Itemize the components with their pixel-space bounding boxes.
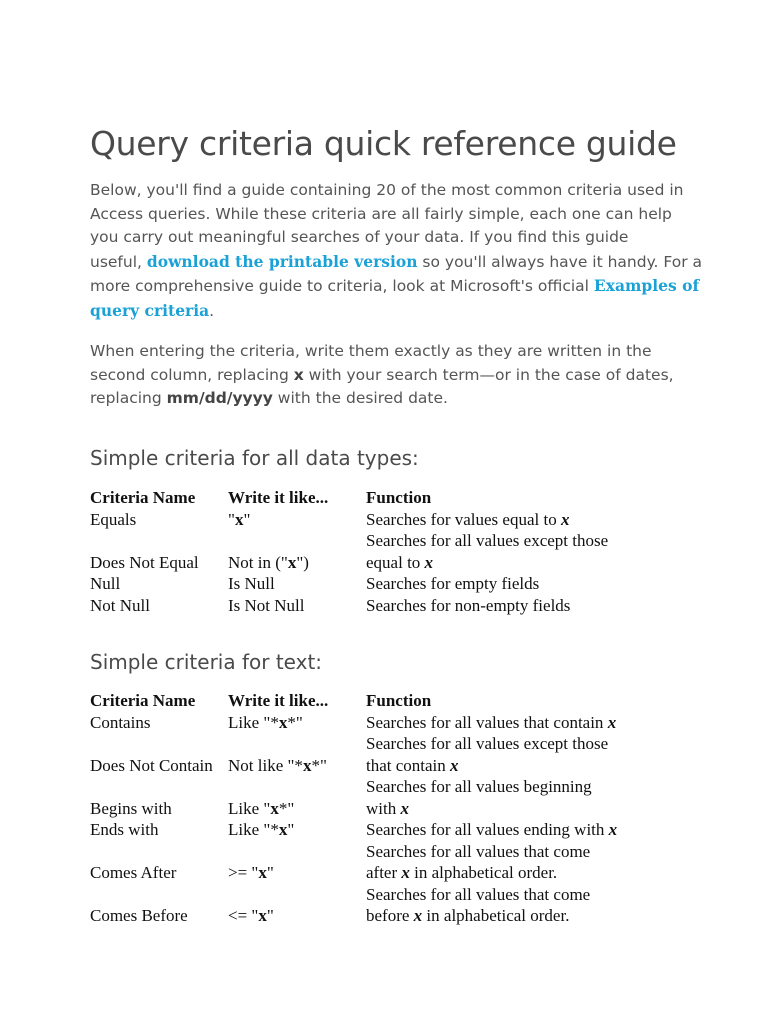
write-it-like-cell — [228, 509, 366, 531]
syntax-text: Like "* — [228, 820, 279, 839]
syntax-text: Like " — [228, 798, 271, 818]
intro-text: . — [209, 301, 215, 320]
date-placeholder: mm/dd/yyyy — [166, 389, 273, 407]
function-cell — [366, 841, 666, 884]
function-text: after — [366, 863, 402, 882]
function-text: Searches for all values that contain — [366, 712, 608, 732]
function-text: Searches for all values except those — [366, 734, 609, 753]
function-cell — [366, 595, 666, 617]
function-text: Searches for empty fields — [366, 574, 540, 593]
column-header: Function — [366, 488, 432, 507]
intro-line: Access queries. While these criteria are all fairly simple, each one can help — [90, 204, 672, 223]
download-printable-link[interactable]: download the printable version — [146, 251, 418, 271]
criteria-name-cell: Ends with — [90, 820, 159, 839]
table-row — [90, 595, 666, 617]
write-it-like-cell — [228, 595, 366, 617]
intro-line — [90, 250, 703, 275]
syntax-text: Not like "* — [228, 755, 303, 775]
syntax-text: " — [266, 906, 274, 925]
column-header: Write it like... — [228, 488, 329, 507]
table-row — [90, 509, 666, 531]
criteria-name-cell: Does Not Equal — [90, 552, 199, 572]
x-placeholder: x — [450, 755, 459, 775]
table-header-row — [90, 690, 666, 712]
function-line — [366, 733, 666, 755]
write-it-like-cell — [228, 733, 366, 776]
instructions-line: When entering the criteria, write them exactly as they are written in the — [90, 342, 652, 360]
criteria-name-cell: Comes After — [90, 863, 177, 882]
syntax-text: Is Null — [228, 574, 275, 593]
syntax-text: *" — [278, 798, 295, 818]
function-line — [366, 862, 666, 884]
table-row — [90, 712, 666, 734]
write-it-like-cell — [228, 884, 366, 927]
x-placeholder: x — [234, 509, 244, 529]
function-line — [366, 509, 666, 531]
function-cell — [366, 776, 666, 819]
criteria-name-cell: Contains — [90, 712, 151, 732]
function-text: Searches for all values beginning — [366, 777, 592, 796]
x-placeholder: x — [424, 552, 434, 572]
instr-text: second column, replacing — [90, 365, 294, 384]
function-cell — [366, 884, 666, 927]
function-line — [366, 776, 666, 798]
table-row — [90, 733, 666, 776]
x-placeholder: x — [413, 906, 423, 925]
function-cell — [366, 712, 666, 734]
column-header: Criteria Name — [90, 488, 196, 507]
instructions-line — [90, 364, 690, 388]
function-text: in alphabetical order. — [409, 863, 558, 882]
function-cell — [366, 819, 666, 841]
criteria-name-cell: Null — [90, 574, 121, 593]
function-text: Searches for non-empty fields — [366, 595, 571, 615]
function-line — [366, 819, 666, 841]
function-text: before — [366, 906, 414, 925]
write-it-like-cell — [228, 841, 366, 884]
function-line — [366, 530, 666, 552]
syntax-text: Like "* — [228, 712, 279, 732]
intro-text: so you'll always have it handy. For a — [417, 252, 703, 271]
x-placeholder: x — [293, 365, 304, 384]
column-header: Function — [366, 691, 432, 710]
syntax-text: Not in (" — [228, 552, 288, 572]
criteria-name-cell: Not Null — [90, 595, 150, 615]
function-line — [366, 595, 666, 617]
function-line — [366, 573, 666, 595]
table-row — [90, 530, 666, 573]
table-row — [90, 819, 666, 841]
syntax-text: " — [266, 863, 274, 882]
function-text: equal to — [366, 552, 425, 572]
function-line — [366, 798, 666, 820]
write-it-like-cell — [228, 530, 366, 573]
table-row — [90, 573, 666, 595]
syntax-text: " — [243, 509, 251, 529]
criteria-name-cell: Does Not Contain — [90, 755, 213, 775]
function-text: with — [366, 798, 401, 818]
instr-text: replacing — [90, 389, 167, 407]
write-it-like-cell — [228, 712, 366, 734]
function-line — [366, 905, 666, 927]
x-placeholder: x — [401, 863, 410, 882]
examples-of-query-criteria-link-cont[interactable]: query criteria — [90, 300, 210, 320]
function-text: Searches for all values except those — [366, 531, 609, 550]
criteria-name-cell: Begins with — [90, 798, 172, 818]
x-placeholder: x — [258, 863, 267, 882]
function-text: Searches for all values that come — [366, 884, 591, 904]
syntax-text: >= " — [228, 863, 259, 882]
function-text: in alphabetical order. — [422, 906, 570, 925]
x-placeholder: x — [607, 712, 617, 732]
section-heading-all-types: Simple criteria for all data types: — [90, 446, 419, 470]
function-line — [366, 755, 666, 777]
function-cell — [366, 733, 666, 776]
table-row — [90, 884, 666, 927]
function-text: Searches for all values ending with — [366, 820, 609, 839]
function-line — [366, 841, 666, 863]
function-line — [366, 884, 666, 906]
function-cell — [366, 573, 666, 595]
criteria-name-cell: Comes Before — [90, 906, 188, 925]
syntax-text: *" — [287, 712, 303, 732]
function-text: that contain — [366, 755, 451, 775]
syntax-text: " — [228, 509, 235, 529]
criteria-table-text — [90, 690, 666, 927]
x-placeholder: x — [400, 798, 409, 818]
instr-text: with the desired date. — [272, 389, 448, 407]
intro-text: more comprehensive guide to criteria, look at Microsoft's official — [90, 277, 594, 295]
write-it-like-cell — [228, 573, 366, 595]
write-it-like-cell — [228, 776, 366, 819]
table-row — [90, 776, 666, 819]
page-title: Query criteria quick reference guide — [90, 124, 677, 163]
function-line — [366, 712, 666, 734]
write-it-like-cell — [228, 819, 366, 841]
x-placeholder: x — [278, 712, 288, 732]
function-line — [366, 552, 666, 574]
syntax-text: ") — [296, 552, 309, 572]
x-placeholder: x — [278, 820, 288, 839]
intro-line: Below, you'll find a guide containing 20 of the most common criteria used in — [90, 181, 684, 199]
x-placeholder: x — [287, 552, 297, 572]
syntax-text: *" — [311, 755, 327, 775]
table-row — [90, 841, 666, 884]
examples-of-query-criteria-link[interactable]: Examples of — [593, 276, 700, 295]
syntax-text: <= " — [228, 906, 259, 925]
syntax-text: Is Not Null — [228, 595, 305, 615]
x-placeholder: x — [560, 509, 570, 529]
x-placeholder: x — [302, 755, 312, 775]
instr-text: with your search term—or in the case of dates, — [303, 365, 674, 384]
x-placeholder: x — [258, 906, 267, 925]
criteria-table-all-types — [90, 487, 666, 616]
instructions-line — [90, 387, 690, 411]
column-header: Criteria Name — [90, 691, 196, 710]
column-header: Write it like... — [228, 691, 329, 710]
intro-paragraph — [90, 179, 703, 323]
table-header-row — [90, 487, 666, 509]
instructions-paragraph — [90, 340, 690, 411]
function-cell — [366, 509, 666, 531]
function-text: Searches for values equal to — [366, 509, 561, 529]
x-placeholder: x — [270, 798, 279, 818]
section-heading-text: Simple criteria for text: — [90, 650, 323, 674]
intro-line: you carry out meaningful searches of your data. If you find this guide — [90, 228, 629, 246]
x-placeholder: x — [608, 820, 618, 839]
intro-line — [90, 274, 700, 299]
function-cell — [366, 530, 666, 573]
criteria-name-cell: Equals — [90, 509, 137, 529]
function-text: Searches for all values that come — [366, 841, 591, 861]
intro-line — [90, 299, 690, 324]
syntax-text: " — [287, 820, 295, 839]
intro-text: useful, — [90, 252, 147, 271]
